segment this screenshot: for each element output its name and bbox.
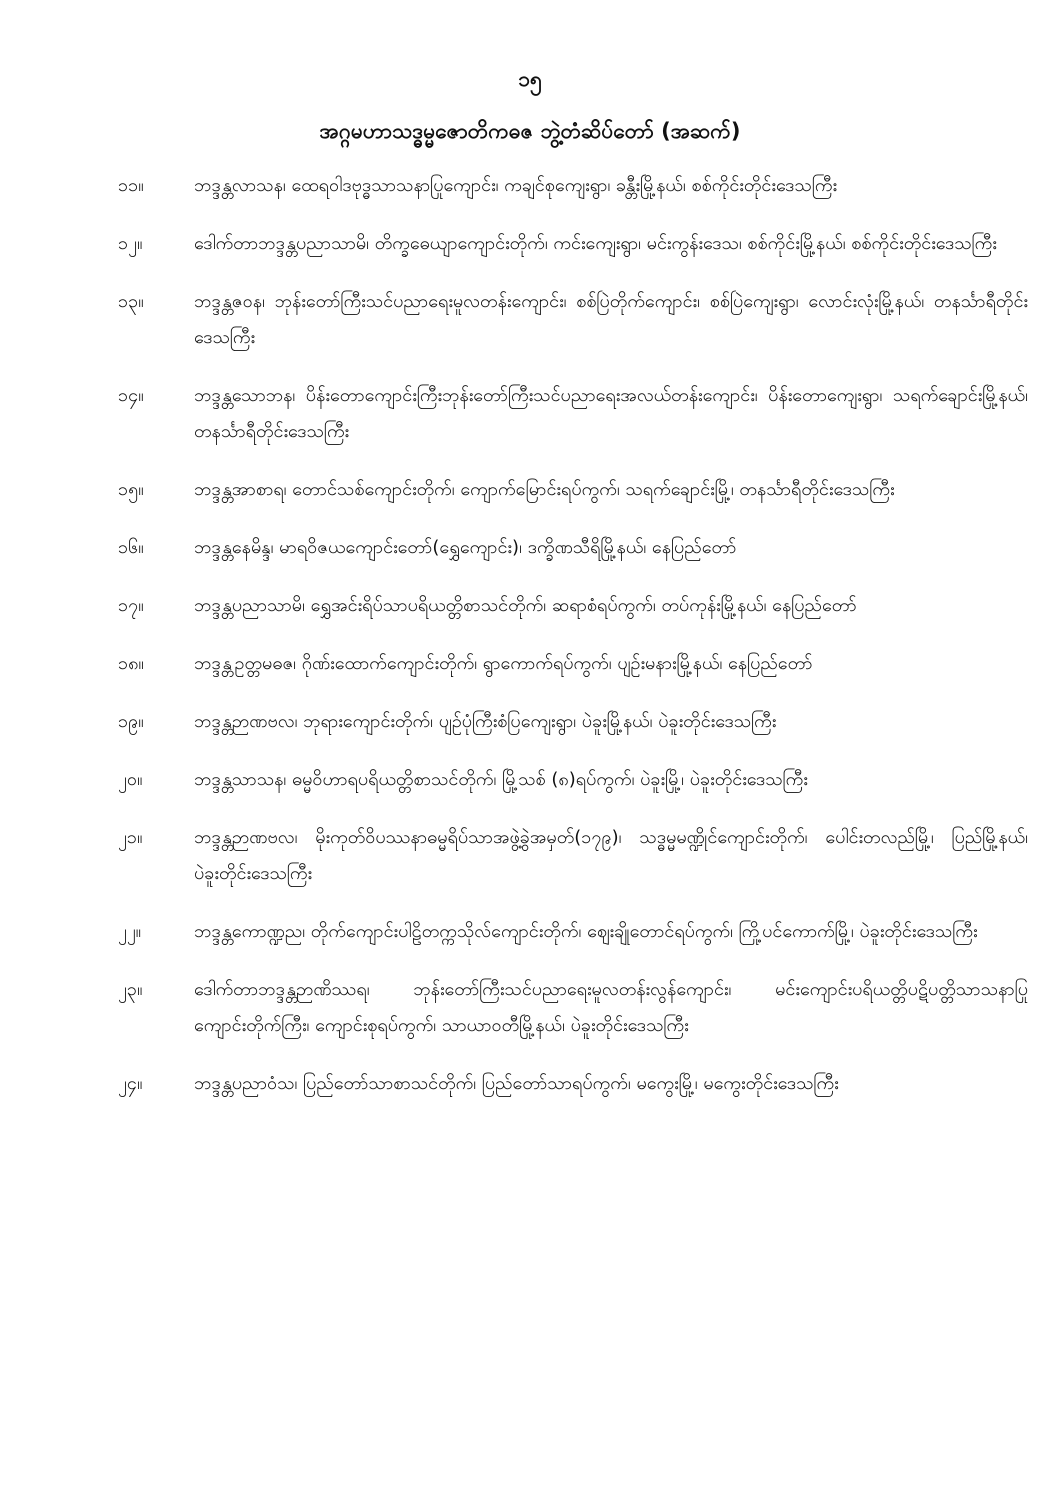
entry-text: ဘဒ္ဒန္တဉာဏဗလ၊ မိုးကုတ်ဝိပဿနာဓမ္မရိပ်သာအဖွဲ့ခွဲအမှတ်(၁၇၉)၊ သဒ္ဓမ္မမဏ္ဍိုင်ကျောင်းတိုက်၊ ပေါင်းတလည်မြို့၊ ပြည်မြို့နယ်၊ ပဲခူးတိုင်းဒေသကြီး <box>194 827 1028 884</box>
entry-number: ၁၂။ <box>118 233 143 254</box>
entry-list <box>118 168 1028 1124</box>
list-item <box>118 284 1028 356</box>
entry-text: ဘဒ္ဒန္တသာသန၊ ဓမ္မဝိဟာရပရိယတ္တိစာသင်တိုက်၊ မြို့သစ် (၈)ရပ်ကွက်၊ ပဲခူးမြို့၊ ပဲခူးတိုင်းဒေသကြီး <box>194 769 808 790</box>
list-item <box>118 588 1028 624</box>
list-item <box>118 704 1028 740</box>
entry-number: ၂၂။ <box>118 921 142 942</box>
entry-number: ၁၁။ <box>118 175 144 196</box>
entry-number: ၁၈။ <box>118 653 144 674</box>
entry-number: ၁၄။ <box>118 385 144 406</box>
list-item <box>118 1066 1028 1102</box>
list-item <box>118 820 1028 892</box>
list-item <box>118 378 1028 450</box>
list-item <box>118 226 1028 262</box>
list-item <box>118 472 1028 508</box>
entry-number: ၂၀။ <box>118 769 143 790</box>
list-item <box>118 168 1028 204</box>
list-item <box>118 972 1028 1044</box>
entry-text: ဘဒ္ဒန္တဉာဏဗလ၊ ဘုရားကျောင်းတိုက်၊ ပျဉ်ပုံကြီးစံပြကျေးရွာ၊ ပဲခူးမြို့နယ်၊ ပဲခူးတိုင်းဒေသကြီး <box>194 711 777 732</box>
entry-number: ၂၁။ <box>118 827 143 848</box>
entry-text: ဘဒ္ဒန္တသောဘန၊ ပိန်းတောကျောင်းကြီးဘုန်းတော်ကြီးသင်ပညာရေးအလယ်တန်းကျောင်း၊ ပိန်းတောကျေးရွာ၊ သရက်ချောင်းမြို့နယ်၊ တနင်္သာရီတိုင်းဒေသကြီး <box>194 385 1028 442</box>
list-item <box>118 762 1028 798</box>
entry-text: ဒေါက်တာဘဒ္ဒန္တပညာသာမိ၊ တိက္ခဓေယျာကျောင်းတိုက်၊ ကင်းကျေးရွာ၊ မင်းကွန်းဒေသ၊ စစ်ကိုင်းမြို့နယ်၊ စစ်ကိုင်းတိုင်းဒေသကြီး <box>194 233 997 254</box>
entry-text: ဒေါက်တာဘဒ္ဒန္တဉာဏိဿရ၊ ဘုန်းတော်ကြီးသင်ပညာရေးမူလတန်းလွန်ကျောင်း၊ မင်းကျောင်းပရိယတ္တိပဋိပတ္တိသာသနာပြုကျောင်းတိုက်ကြီး၊ ကျောင်းစုရပ်ကွက်၊ သာယာဝတီမြို့နယ်၊ ပဲခူးတိုင်းဒေသကြီး <box>194 979 1028 1036</box>
entry-text: ဘဒ္ဒန္တဥတ္တမဓဇ၊ ဂိုဏ်းထောက်ကျောင်းတိုက်၊ ရွာကောက်ရပ်ကွက်၊ ပျဉ်းမနားမြို့နယ်၊ နေပြည်တော် <box>194 653 813 674</box>
entry-text: ဘဒ္ဒန္တနေမိန္ဒ၊ မာရဝိဇယကျောင်းတော်(ရွှေကျောင်း)၊ ဒက္ခိဏသီရိမြို့နယ်၊ နေပြည်တော် <box>194 537 737 558</box>
entry-number: ၂၄။ <box>118 1073 143 1094</box>
list-item <box>118 646 1028 682</box>
list-item <box>118 914 1028 950</box>
entry-text: ဘဒ္ဒန္တဇဝန၊ ဘုန်းတော်ကြီးသင်ပညာရေးမူလတန်းကျောင်း၊ စစ်ပြဲတိုက်ကျောင်း၊ စစ်ပြဲကျေးရွာ၊ လောင်းလုံးမြို့နယ်၊ တနင်္သာရီတိုင်းဒေသကြီး <box>194 291 1028 348</box>
entry-number: ၁၆။ <box>118 537 144 558</box>
entry-text: ဘဒ္ဒန္တပညာဝံသ၊ ပြည်တော်သာစာသင်တိုက်၊ ပြည်တော်သာရပ်ကွက်၊ မကွေးမြို့၊ မကွေးတိုင်းဒေသကြီး <box>194 1073 839 1094</box>
entry-number: ၁၅။ <box>118 479 144 500</box>
entry-text: ဘဒ္ဒန္တပညာသာမိ၊ ရွှေအင်းရိပ်သာပရိယတ္တိစာသင်တိုက်၊ ဆရာစံရပ်ကွက်၊ တပ်ကုန်းမြို့နယ်၊ နေပြည်တော် <box>194 595 857 616</box>
entry-text: ဘဒ္ဒန္တလာသန၊ ထေရဝါဒဗုဒ္ဓသာသနာပြုကျောင်း၊ ကချင်စုကျေးရွာ၊ ခန္တီးမြို့နယ်၊ စစ်ကိုင်းတိုင်းဒေသကြီး <box>194 175 838 196</box>
entry-number: ၁၇။ <box>118 595 144 616</box>
entry-number: ၁၃။ <box>118 291 144 312</box>
list-item <box>118 530 1028 566</box>
page-number: ၁၅ <box>518 67 542 91</box>
entry-text: ဘဒ္ဒန္တကောဏ္ဍည၊ တိုက်ကျောင်းပါဠိတက္ကသိုလ်ကျောင်းတိုက်၊ ဈေးချိုတောင်ရပ်ကွက်၊ ကြို့ပင်ကောက်မြို့၊ ပဲခူးတိုင်းဒေသကြီး <box>194 921 978 942</box>
entry-number: ၁၉။ <box>118 711 144 732</box>
entry-number: ၂၃။ <box>118 979 143 1000</box>
entry-text: ဘဒ္ဒန္တအာစာရ၊ တောင်သစ်ကျောင်းတိုက်၊ ကျောက်မြောင်းရပ်ကွက်၊ သရက်ချောင်းမြို့၊ တနင်္သာရီတိုင်းဒေသကြီး <box>194 479 895 500</box>
page-title: အဂ္ဂမဟာသဒ္ဓမ္မဇောတိကဓဇ ဘွဲ့တံဆိပ်တော် (အဆက်) <box>319 119 741 143</box>
